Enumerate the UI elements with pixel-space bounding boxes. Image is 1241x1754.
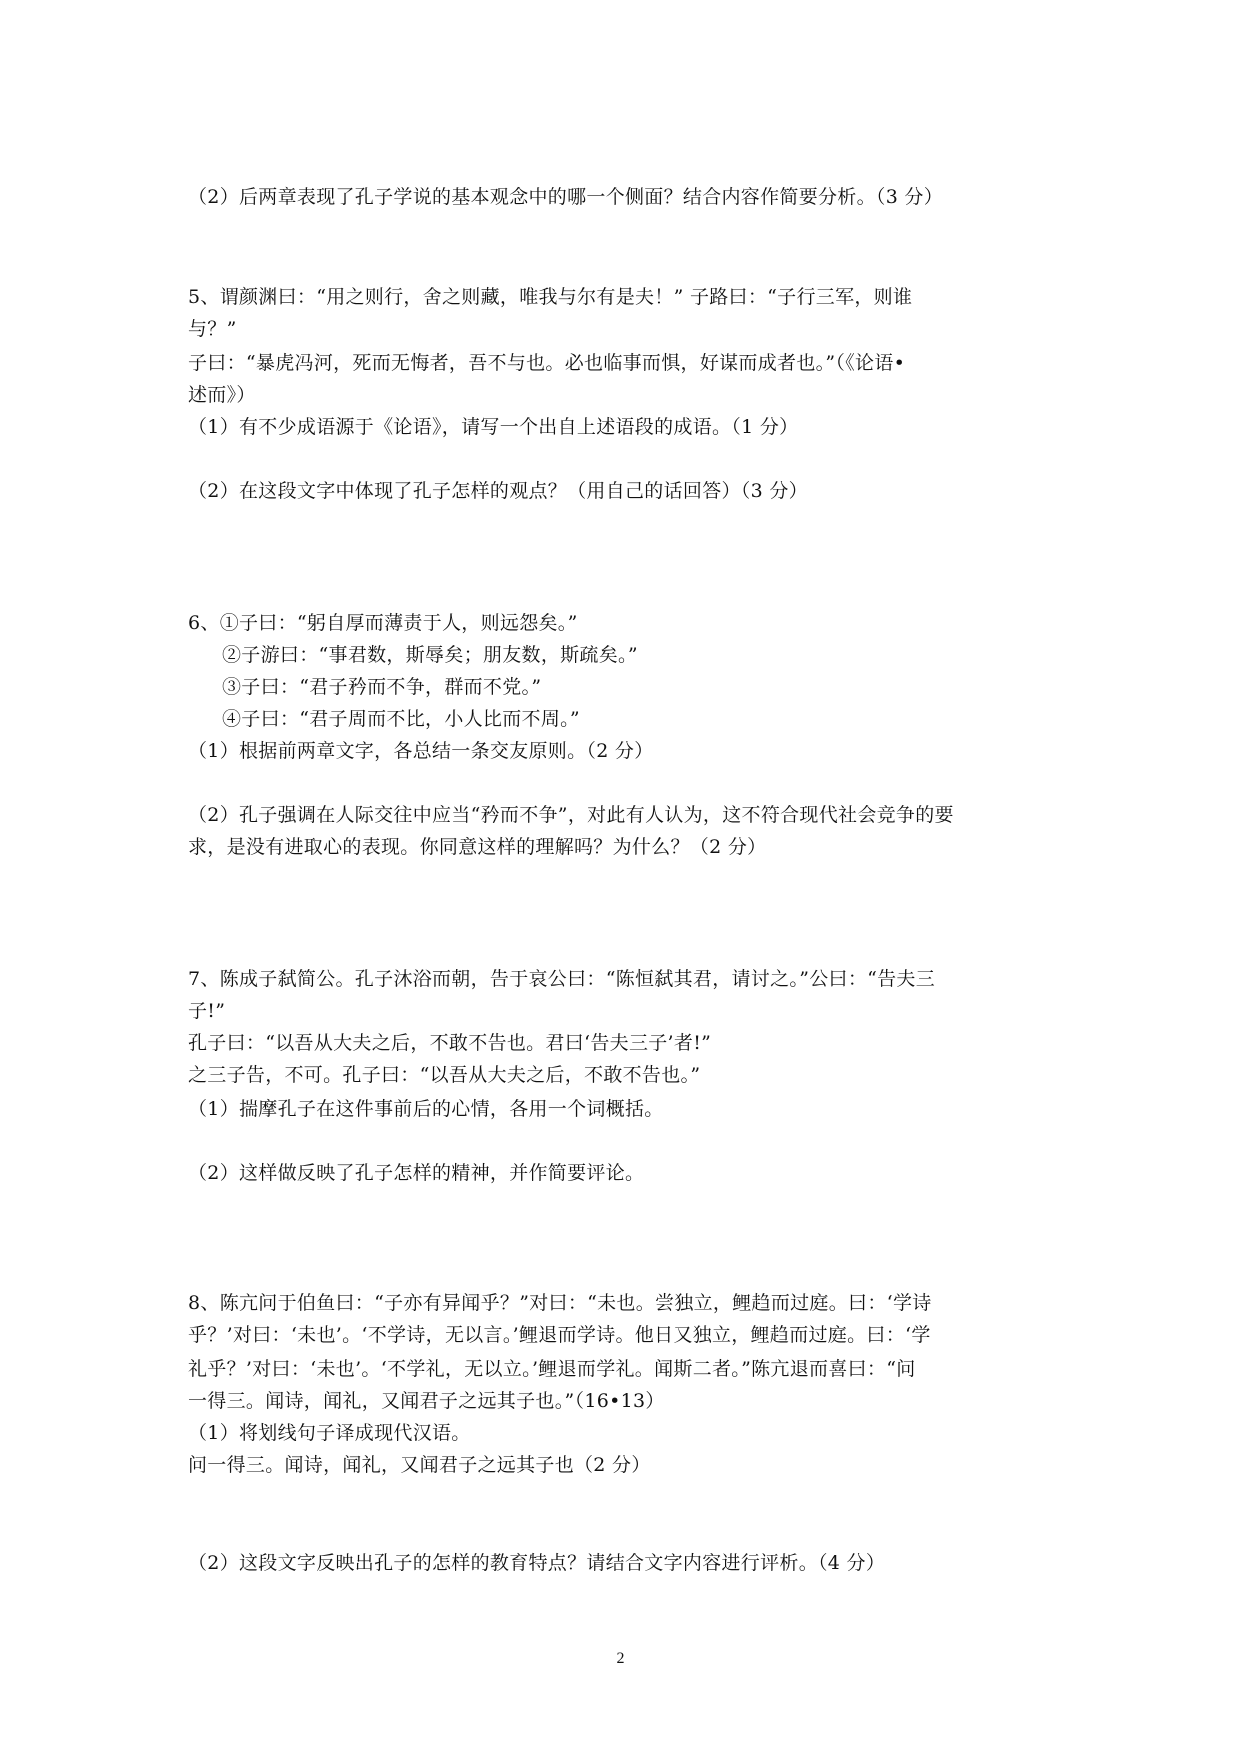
question-7-sub-1: （1）揣摩孔子在这件事前后的心情，各用一个词概括。 [188,1098,664,1120]
question-6-line-4: ④子曰：“君子周而不比，小人比而不周。” [222,708,580,730]
page-number: 2 [616,1650,625,1667]
question-6-line-1: 6、①子曰：“躬自厚而薄责于人，则远怨矣。” [188,612,578,634]
question-7-sub-2: （2）这样做反映了孔子怎样的精神，并作简要评论。 [188,1162,645,1184]
question-6-line-2: ②子游曰：“事君数，斯辱矣；朋友数，斯疏矣。” [222,644,638,666]
question-6-sub-2-line-1: （2）孔子强调在人际交往中应当“矜而不争”，对此有人认为，这不符合现代社会竞争的要 [188,804,954,826]
question-7-text-line-4: 之三子告，不可。孔子曰：“以吾从大夫之后，不敢不告也。” [188,1064,701,1086]
question-5-sub-1: （1）有不少成语源于《论语》，请写一个出自上述语段的成语。（1 分） [188,416,799,438]
question-8-sub-2: （2）这段文字反映出孔子的怎样的教育特点？请结合文字内容进行评析。（4 分） [188,1552,886,1574]
question-8-sub-1-sentence: 问一得三。闻诗，闻礼，又闻君子之远其子也（2 分） [188,1454,651,1476]
question-6-sub-2-line-2: 求，是没有进取心的表现。你同意这样的理解吗？为什么？（2 分） [188,836,767,858]
question-7-text-line-3: 孔子曰：“以吾从大夫之后，不敢不告也。君曰‘告夫三子’者!” [188,1032,712,1054]
question-7-text-line-2: 子!” [188,1000,226,1022]
question-5-sub-2: （2）在这段文字中体现了孔子怎样的观点？（用自己的话回答）（3 分） [188,480,808,502]
question-5-text-line-3: 子曰：“暴虎冯河，死而无悔者，吾不与也。必也临事而惧，好谋而成者也。”（《论语• [188,352,906,374]
question-8-text-line-2: 乎？’对曰：‘未也’。‘不学诗，无以言。’鲤退而学诗。他日又独立，鲤趋而过庭。曰：‘学 [188,1324,931,1346]
question-6-sub-1: （1）根据前两章文字，各总结一条交友原则。（2 分） [188,740,654,762]
question-7-text-line-1: 7、陈成子弑简公。孔子沐浴而朝，告于哀公曰：“陈恒弑其君，请讨之。”公曰：“告夫三 [188,968,936,990]
question-8-text-line-1: 8、陈亢问于伯鱼曰：“子亦有异闻乎？”对曰：“未也。尝独立，鲤趋而过庭。曰：‘学诗 [188,1292,932,1314]
question-6-line-3: ③子曰：“君子矜而不争，群而不党。” [222,676,542,698]
question-8-text-line-3: 礼乎？’对曰：‘未也’。‘不学礼，无以立。’鲤退而学礼。闻斯二者。”陈亢退而喜曰：“问 [188,1358,916,1380]
question-8-sub-1: （1）将划线句子译成现代汉语。 [188,1422,471,1444]
question-4-sub-2: （2）后两章表现了孔子学说的基本观念中的哪一个侧面？结合内容作简要分析。（3 分） [188,186,944,208]
question-5-text-line-4: 述而》） [188,384,256,406]
question-8-text-line-4: 一得三。闻诗，闻礼，又闻君子之远其子也。”（16•13） [188,1390,665,1412]
question-5-text-line-1: 5、谓颜渊曰：“用之则行，舍之则藏，唯我与尔有是夫！” 子路曰：“子行三军，则谁 [188,286,913,308]
question-5-text-line-2: 与？” [188,318,237,340]
